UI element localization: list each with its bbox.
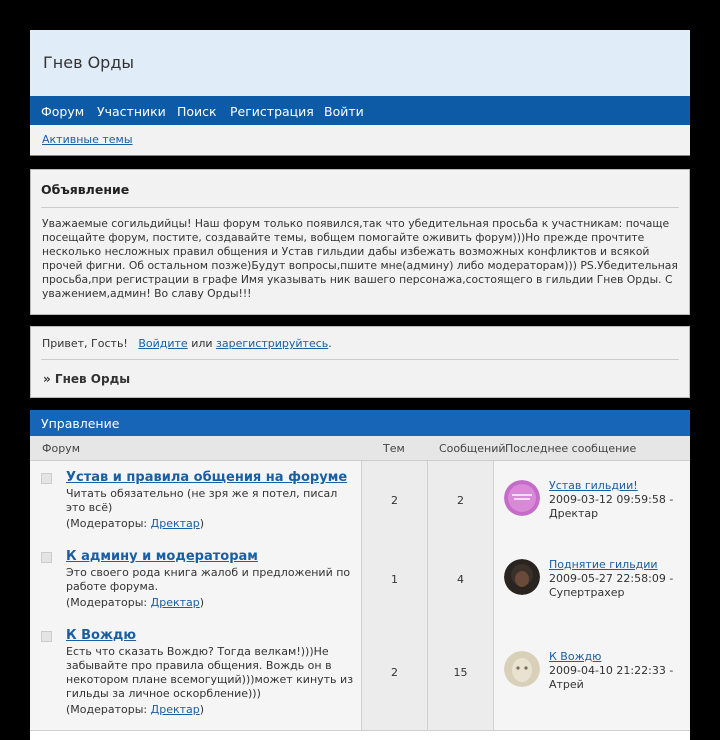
active-topics-link[interactable]: Активные темы <box>42 133 133 146</box>
col-last-post: Последнее сообщение <box>505 442 637 455</box>
last-post-info <box>549 558 689 600</box>
breadcrumb: » Гнев Орды <box>43 372 131 386</box>
forum-cell-main <box>30 619 362 730</box>
col-topics: Тем <box>383 442 405 455</box>
forum-table <box>30 410 690 740</box>
announcement-divider <box>41 207 679 208</box>
forum-moderators <box>66 703 356 717</box>
moderator-link[interactable]: Дректар <box>150 703 200 716</box>
greeting-divider <box>41 359 679 360</box>
moderator-link[interactable]: Дректар <box>150 596 200 609</box>
forum-cell-topics <box>362 540 428 619</box>
col-posts: Сообщений <box>439 442 506 455</box>
last-post-date: 2009-03-12 09:59:58 - <box>549 493 674 506</box>
forum-cell-last-post <box>494 461 690 540</box>
forum-status-icon <box>41 631 52 642</box>
topics-count: 1 <box>391 573 398 586</box>
forum-cell-posts <box>428 540 494 619</box>
greeting-dot: . <box>328 337 332 350</box>
forum-desc-text: Есть что сказать Вождю? Тогда велкам!)))Не забывайте про правила общения. Вождь он в некотором плане всемогущий)))может кинуть из гильды за личное оскорбление))) <box>66 645 354 700</box>
forum-cell-posts <box>428 461 494 540</box>
forum-title-link[interactable]: К Вождю <box>66 628 137 643</box>
forum-cell-main <box>30 540 362 619</box>
forum-cell-topics <box>362 461 428 540</box>
last-post-info <box>549 650 689 692</box>
forum-cell-main <box>30 461 362 540</box>
mods-close: ) <box>199 517 205 530</box>
nav-search[interactable]: Поиск <box>177 104 217 119</box>
register-link[interactable]: зарегистрируйтесь <box>216 337 329 350</box>
nav-login[interactable]: Войти <box>324 104 364 119</box>
forum-title-link[interactable]: Устав и правила общения на форуме <box>66 470 348 485</box>
nav-members[interactable]: Участники <box>97 104 166 119</box>
forum-description <box>66 566 356 610</box>
forum-row <box>30 461 690 541</box>
forum-desc-text: Это своего рода книга жалоб и предложений по работе форума. <box>66 566 351 593</box>
forum-cell-last-post <box>494 619 690 730</box>
nav-forum[interactable]: Форум <box>41 104 85 119</box>
avatar[interactable] <box>504 559 540 595</box>
forum-cell-last-post <box>494 540 690 619</box>
forum-desc-text: Читать обязательно (не зря же я потел, писал это всё) <box>66 487 338 514</box>
column-headers <box>30 436 690 461</box>
forum-row <box>30 540 690 620</box>
forum-title-link[interactable]: К админу и модераторам <box>66 549 258 564</box>
mods-close: ) <box>199 703 205 716</box>
last-post-author: Атрей <box>549 678 584 691</box>
avatar[interactable] <box>504 651 540 687</box>
login-link[interactable]: Войдите <box>138 337 188 350</box>
last-post-link[interactable]: Поднятие гильдии <box>549 558 658 571</box>
forum-status-icon <box>41 473 52 484</box>
forum-status-icon <box>41 552 52 563</box>
last-post-date: 2009-05-27 22:58:09 - <box>549 572 674 585</box>
site-header <box>30 30 690 96</box>
forum-cell-topics <box>362 619 428 730</box>
mods-label: (Модераторы: <box>66 517 148 530</box>
forum-moderators <box>66 517 356 531</box>
avatar[interactable] <box>504 480 540 516</box>
mods-label: (Модераторы: <box>66 703 148 716</box>
posts-count: 15 <box>453 666 468 679</box>
last-post-info <box>549 479 689 521</box>
main-navbar <box>30 96 690 125</box>
topics-count: 2 <box>391 494 398 507</box>
sub-navbar <box>30 125 690 156</box>
mods-close: ) <box>199 596 205 609</box>
forum-description <box>66 645 356 717</box>
greeting-hello: Привет, Гость! <box>42 337 128 350</box>
last-post-author: Дректар <box>549 507 599 520</box>
posts-count: 4 <box>457 573 464 586</box>
last-post-author: Супертрахер <box>549 586 625 599</box>
announcement-box <box>30 169 690 315</box>
mods-label: (Модераторы: <box>66 596 148 609</box>
category-header <box>30 410 690 436</box>
last-post-link[interactable]: Устав гильдии! <box>549 479 638 492</box>
forum-cell-posts <box>428 619 494 730</box>
last-post-date: 2009-04-10 21:22:33 - <box>549 664 674 677</box>
announcement-text: Уважаемые согильдийцы! Наш форум только появился,так что убедительная просьба к участникам: почаще посещайте форум, постите, создавайте темы, вобщем помогайте оживить форум)))Но прежде прочтите несколько несложных правил общения и Устав гильдии дабы избежать возможных конфликтов и всякой прочей фигни. Об остальном позже)Будут вопросы,пшите мне(админу) либо модераторам))) PS.Убедительная просьба,при регистрации в графе Имя указывать ник вашего персонажа,состоящего в гильдии Гнев Орды. С уважением,админ! Во славу Орды!!! <box>42 217 678 300</box>
site-title[interactable]: Гнев Орды <box>43 53 135 72</box>
forum-description <box>66 487 356 531</box>
forum-moderators <box>66 596 356 610</box>
announcement-title: Объявление <box>41 182 130 197</box>
category-title[interactable]: Управление <box>41 416 120 431</box>
topics-count: 2 <box>391 666 398 679</box>
moderator-link[interactable]: Дректар <box>150 517 200 530</box>
forum-row <box>30 619 690 731</box>
greeting-line <box>42 337 332 350</box>
greeting-or: или <box>191 337 213 350</box>
greeting-box <box>30 326 690 398</box>
nav-register[interactable]: Регистрация <box>230 104 314 119</box>
posts-count: 2 <box>457 494 464 507</box>
last-post-link[interactable]: К Вождю <box>549 650 602 663</box>
col-forum: Форум <box>42 442 80 455</box>
